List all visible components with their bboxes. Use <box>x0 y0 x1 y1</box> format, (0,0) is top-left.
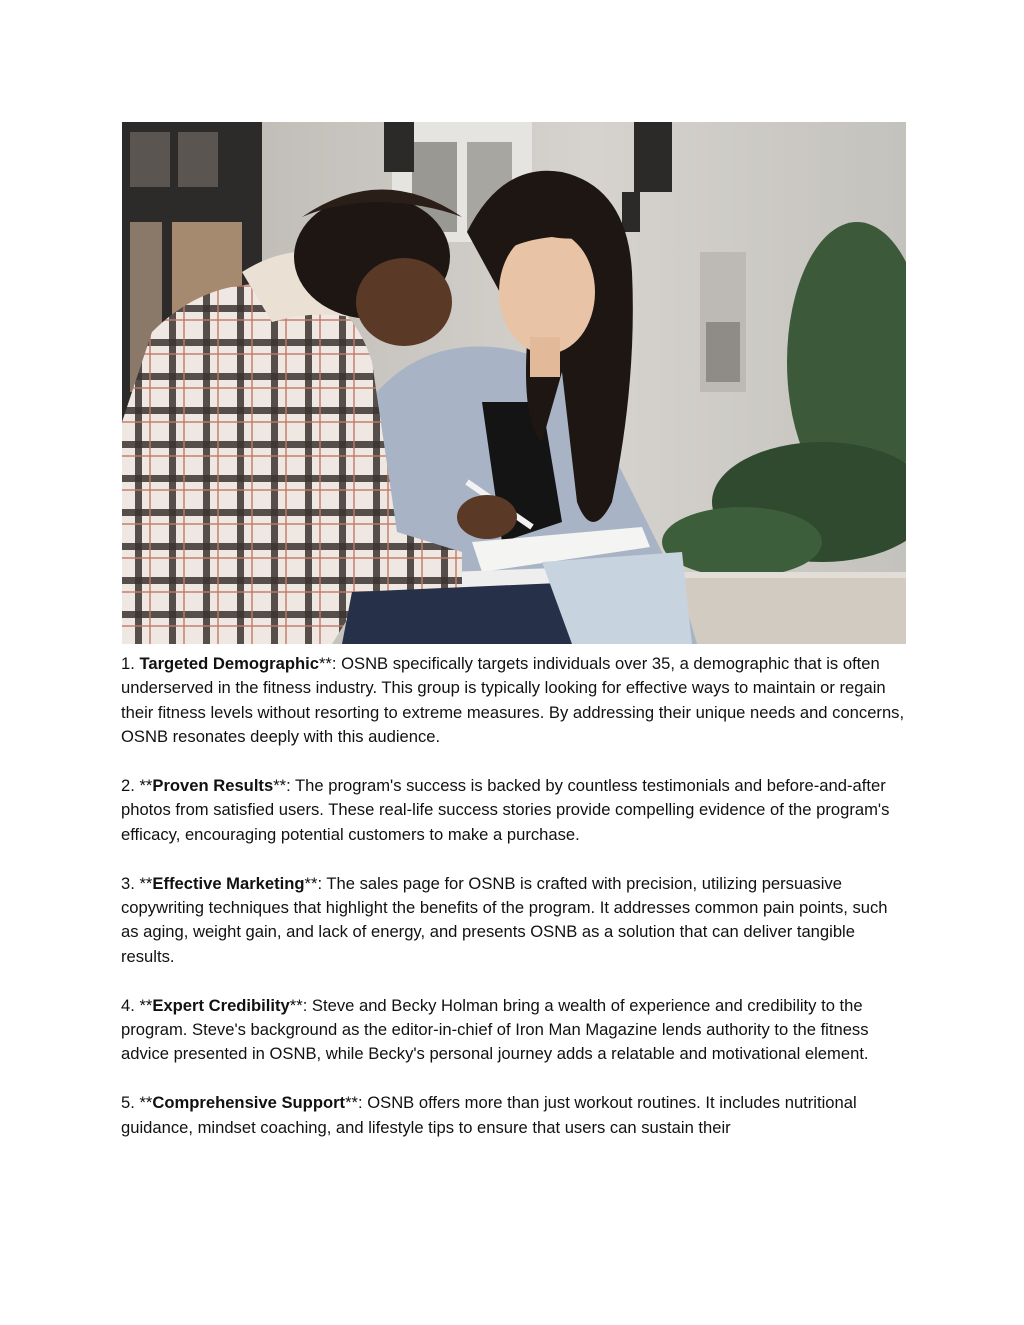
item-suffix: ** <box>318 654 332 673</box>
item-title: Proven Results <box>152 776 274 796</box>
item-prefix: 5. ** <box>121 1093 153 1113</box>
item-prefix: 4. ** <box>121 995 153 1015</box>
item-suffix: ** <box>345 1093 358 1113</box>
item-suffix: ** <box>289 995 303 1015</box>
item-prefix: 1. <box>121 654 140 673</box>
item-text: : The sales page for OSNB is crafted with precision, utilizing persuasive copywriting techniques that highlight the benefits of the program. It addresses common pain points, such as aging, weight gain, and lack of energy, and presents OSNB as a solution that can deliver tangible results. <box>121 873 888 966</box>
photo-two-women-reviewing-papers <box>122 122 906 644</box>
item-text: : OSNB specifically targets individuals over 35, a demographic that is often underserved in the fitness industry. This group is typically looking for effective ways to maintain or regain their fitness levels without resorting to extreme measures. By addressing their unique needs and concerns, OSNB resonates deeply with this audience. <box>121 654 905 747</box>
item-prefix: 3. ** <box>121 873 153 893</box>
document-body <box>121 652 905 1164</box>
item-title: Expert Credibility <box>152 995 290 1015</box>
list-item <box>121 994 905 1067</box>
item-suffix: ** <box>304 873 318 893</box>
item-text: : OSNB offers more than just workout routines. It includes nutritional guidance, mindset coaching, and lifestyle tips to ensure that users can sustain their <box>121 1093 857 1137</box>
item-title: Targeted Demographic <box>139 654 319 673</box>
item-suffix: ** <box>273 776 287 796</box>
item-text: : Steve and Becky Holman bring a wealth of experience and credibility to the program. Steve's background as the editor-in-chief of Iron Man Magazine lends authority to the fitness advice presented in OSNB, while Becky's personal journey adds a relatable and motivational element. <box>121 995 869 1064</box>
list-item <box>121 872 905 970</box>
item-title: Effective Marketing <box>152 873 305 893</box>
item-prefix: 2. ** <box>121 776 153 796</box>
list-item <box>121 1091 905 1140</box>
item-text: : The program's success is backed by countless testimonials and before-and-after photos from satisfied users. These real-life success stories provide compelling evidence of the program's efficacy, encouraging potential customers to make a purchase. <box>121 776 890 844</box>
item-title: Comprehensive Support <box>152 1093 346 1113</box>
list-item <box>121 652 905 750</box>
list-item <box>121 774 905 847</box>
